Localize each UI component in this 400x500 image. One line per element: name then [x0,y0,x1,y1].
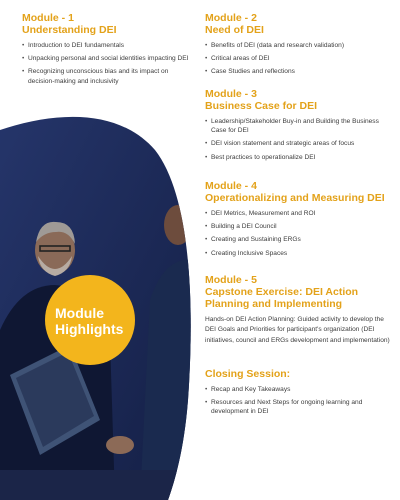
desk-edge [0,470,200,500]
module-1-label: Module - 1 [22,12,74,24]
module-4-title: Operationalizing and Measuring DEI [205,192,385,204]
module-4-section [205,180,390,262]
module-1-list [22,41,192,86]
list-item: • Best practices to operationalize DEI [205,153,390,162]
list-item: • Recap and Key Takeaways [205,385,390,394]
module-3-title: Business Case for DEI [205,100,318,112]
module-4-label: Module - 4 [205,180,257,192]
closing-session-title: Closing Session: [205,368,291,380]
list-item: • Case Studies and reflections [205,67,390,76]
list-item: • Benefits of DEI (data and research validation) [205,41,390,50]
module-2-list [205,41,390,77]
module-2-section [205,12,390,81]
second-person-head [164,205,192,245]
module-3-section [205,88,390,166]
list-item: • Building a DEI Council [205,222,390,231]
module-5-title: Capstone Exercise: DEI Action [205,286,359,298]
module-3-label: Module - 3 [205,88,257,100]
hand [106,436,134,454]
module-5-section [205,274,390,346]
list-item: • DEI vision statement and strategic areas of focus [205,139,390,148]
module-highlights-badge [45,275,135,365]
badge-line2: Highlights [55,321,124,337]
module-2-title: Need of DEI [205,24,264,36]
list-item: • Resources and Next Steps for ongoing learning and development in DEI [205,398,390,416]
list-item: • DEI Metrics, Measurement and ROI [205,209,390,218]
list-item: • Critical areas of DEI [205,54,390,63]
list-item: • Recognizing unconscious bias and its impact on decision-making and inclusivity [22,67,192,85]
badge-line1: Module [55,305,104,321]
closing-session-list [205,385,390,417]
list-item: • Introduction to DEI fundamentals [22,41,192,50]
module-4-list [205,209,390,258]
module-5-description: Hands-on DEI Action Planning: Guided activity to develop the DEI Goals and Priorities for participant's organization (DEI initiatives, council and ERGs development and implementation) [205,316,390,344]
module-3-list [205,117,390,162]
module-1-title: Understanding DEI [22,24,117,36]
list-item: • Creating Inclusive Spaces [205,249,390,258]
module-5-label: Module - 5 [205,274,257,286]
module-2-label: Module - 2 [205,12,257,24]
list-item: • Leadership/Stakeholder Buy-in and Building the Business Case for DEI [205,117,390,135]
list-item: • Creating and Sustaining ERGs [205,235,390,244]
module-1-section [22,12,192,90]
module-5-title-cont: Planning and Implementing [205,298,343,310]
closing-session-section [205,368,390,421]
list-item: • Unpacking personal and social identities impacting DEI [22,54,192,63]
